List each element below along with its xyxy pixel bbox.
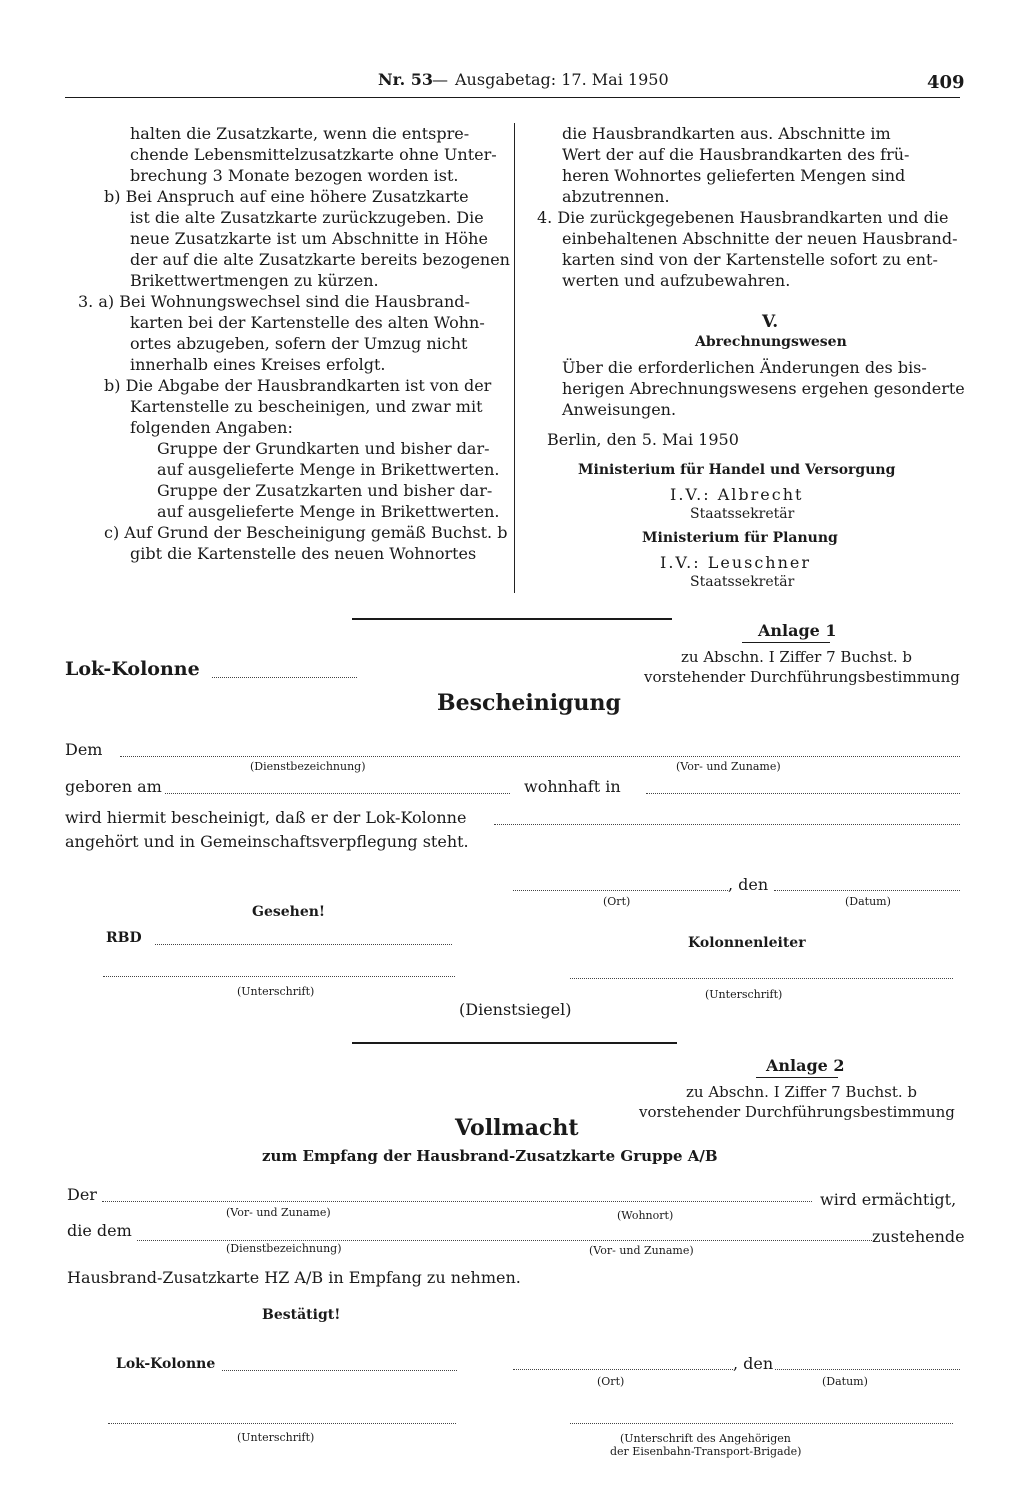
right-line: abzutrennen. bbox=[562, 187, 670, 206]
page-number: 409 bbox=[927, 72, 965, 93]
hint-wohnort: (Wohnort) bbox=[617, 1209, 674, 1222]
hint-datum: (Datum) bbox=[822, 1375, 868, 1388]
section-number: V. bbox=[762, 312, 779, 332]
left-line: brechung 3 Monate bezogen worden ist. bbox=[130, 166, 459, 185]
right-column bbox=[537, 123, 958, 291]
kolonnenleiter-label: Kolonnenleiter bbox=[688, 935, 806, 951]
left-line: gibt die Kartenstelle des neuen Wohnortes bbox=[130, 544, 477, 563]
left-line: der auf die alte Zusatzkarte bereits bezogenen bbox=[130, 250, 510, 269]
rbd-field[interactable] bbox=[155, 944, 452, 945]
signer-leuschner: I.V.: Leuschner bbox=[660, 553, 812, 572]
kolonne-field[interactable] bbox=[494, 824, 960, 825]
left-line: ist die alte Zusatzkarte zurückzugeben. Die bbox=[130, 208, 484, 227]
left-line: Gruppe der Grundkarten und bisher dar- bbox=[157, 439, 490, 458]
right-line: heren Wohnortes gelieferten Mengen sind bbox=[562, 166, 906, 185]
lok-kolonne-field[interactable] bbox=[212, 677, 357, 678]
left-line: b) Die Abgabe der Hausbrandkarten ist von der bbox=[104, 376, 492, 395]
right-line: werten und aufzubewahren. bbox=[562, 271, 791, 290]
left-line: karten bei der Kartenstelle des alten Wohn- bbox=[130, 313, 485, 332]
right-line: einbehaltenen Abschnitte der neuen Hausbrand- bbox=[562, 229, 958, 248]
wohnhaft-field[interactable] bbox=[646, 793, 960, 794]
ministry-trade: Ministerium für Handel und Versorgung bbox=[578, 462, 896, 478]
die-dem-field[interactable] bbox=[137, 1240, 872, 1241]
issue-date: Ausgabetag: 17. Mai 1950 bbox=[455, 70, 669, 89]
anlage-2-label: Anlage 2 bbox=[766, 1056, 845, 1075]
geboren-field[interactable] bbox=[165, 793, 510, 794]
hint-vor-zuname: (Vor- und Zuname) bbox=[589, 1244, 694, 1257]
header-separator: — bbox=[432, 70, 448, 89]
right-line: 4. Die zurückgegebenen Hausbrandkarten und die bbox=[537, 208, 949, 227]
left-line: auf ausgelieferte Menge in Brikettwerten. bbox=[157, 460, 500, 479]
left-line: Kartenstelle zu bescheinigen, und zwar mit bbox=[130, 397, 483, 416]
ort-field[interactable] bbox=[513, 1369, 733, 1370]
signer-role: Staatssekretär bbox=[690, 574, 795, 590]
right-line: Wert der auf die Hausbrandkarten des frü- bbox=[562, 145, 910, 164]
hint-dienstbezeichnung: (Dienstbezeichnung) bbox=[250, 760, 366, 773]
signature-field-right[interactable] bbox=[570, 978, 953, 979]
left-line: chende Lebensmittelzusatzkarte ohne Unter- bbox=[130, 145, 497, 164]
hint-datum: (Datum) bbox=[845, 895, 891, 908]
label-wohnhaft: wohnhaft in bbox=[524, 777, 621, 796]
left-line: folgenden Angaben: bbox=[130, 418, 293, 437]
hint-vor-zuname: (Vor- und Zuname) bbox=[676, 760, 781, 773]
left-line: Gruppe der Zusatzkarten und bisher dar- bbox=[157, 481, 493, 500]
left-line: innerhalb eines Kreises erfolgt. bbox=[130, 355, 386, 374]
hint-unterschrift-angehoerigen: (Unterschrift des Angehörigen bbox=[620, 1432, 791, 1445]
section-title: Abrechnungswesen bbox=[695, 334, 847, 350]
issue-number: Nr. 53 bbox=[378, 70, 433, 89]
bestaetigt-label: Bestätigt! bbox=[262, 1307, 341, 1323]
section-rule bbox=[352, 618, 672, 620]
datum-field[interactable] bbox=[774, 890, 960, 891]
anlage-underline bbox=[742, 642, 830, 643]
left-line: c) Auf Grund der Bescheinigung gemäß Buchst. b bbox=[104, 523, 508, 542]
left-line: Brikettwertmengen zu kürzen. bbox=[130, 271, 379, 290]
left-line: auf ausgelieferte Menge in Brikettwerten. bbox=[157, 502, 500, 521]
rbd-label: RBD bbox=[106, 930, 142, 946]
left-line: 3. a) Bei Wohnungswechsel sind die Hausbrand- bbox=[78, 292, 470, 311]
lok-kolonne-label: Lok-Kolonne bbox=[65, 658, 200, 680]
dem-field[interactable] bbox=[120, 756, 960, 757]
hint-ort: (Ort) bbox=[603, 895, 631, 908]
lok-kolonne-label: Lok-Kolonne bbox=[116, 1356, 216, 1372]
title-vollmacht: Vollmacht bbox=[455, 1115, 579, 1141]
left-line: halten die Zusatzkarte, wenn die entspre- bbox=[130, 124, 470, 143]
ort-field[interactable] bbox=[513, 890, 728, 891]
anlage-ref: vorstehender Durchführungsbestimmung bbox=[644, 668, 960, 686]
gesehen-label: Gesehen! bbox=[252, 904, 326, 920]
label-den: , den bbox=[728, 875, 769, 894]
anlage-ref: zu Abschn. I Ziffer 7 Buchst. b bbox=[681, 648, 913, 666]
hint-unterschrift: (Unterschrift) bbox=[237, 985, 315, 998]
anlage-underline bbox=[756, 1077, 838, 1078]
section-line: herigen Abrechnungswesens ergehen gesonderte bbox=[562, 379, 965, 398]
hint-ort: (Ort) bbox=[597, 1375, 625, 1388]
section-line: Über die erforderlichen Änderungen des bis- bbox=[562, 358, 927, 377]
label-geboren-am: geboren am bbox=[65, 777, 162, 796]
anlage-ref: zu Abschn. I Ziffer 7 Buchst. b bbox=[686, 1083, 918, 1101]
label-dem: Dem bbox=[65, 740, 103, 759]
signature-field-right[interactable] bbox=[570, 1423, 953, 1424]
der-field[interactable] bbox=[102, 1201, 812, 1202]
signer-albrecht: I.V.: Albrecht bbox=[670, 485, 804, 504]
label-wird-ermaechtigt: wird ermächtigt, bbox=[820, 1190, 957, 1209]
signature-field-left[interactable] bbox=[103, 976, 455, 977]
label-der: Der bbox=[67, 1185, 97, 1204]
section-line: Anweisungen. bbox=[562, 400, 677, 419]
hint-vor-zuname: (Vor- und Zuname) bbox=[226, 1206, 331, 1219]
left-line: b) Bei Anspruch auf eine höhere Zusatzkarte bbox=[104, 187, 469, 206]
section-body bbox=[562, 357, 965, 420]
left-column bbox=[78, 123, 510, 564]
vollmacht-line: Hausbrand-Zusatzkarte HZ A/B in Empfang zu nehmen. bbox=[67, 1268, 521, 1287]
hint-dienstbezeichnung: (Dienstbezeichnung) bbox=[226, 1242, 342, 1255]
label-zustehende: zustehende bbox=[872, 1227, 965, 1246]
right-line: karten sind von der Kartenstelle sofort zu ent- bbox=[562, 250, 938, 269]
signature-field-left[interactable] bbox=[108, 1423, 456, 1424]
signer-role: Staatssekretär bbox=[690, 506, 795, 522]
bescheinigung-line-2: angehört und in Gemeinschaftsverpflegung steht. bbox=[65, 832, 469, 851]
anlage-1-label: Anlage 1 bbox=[758, 621, 837, 640]
lok-kolonne-field[interactable] bbox=[222, 1370, 457, 1371]
left-line: ortes abzugeben, sofern der Umzug nicht bbox=[130, 334, 468, 353]
hint-unterschrift-angehoerigen: der Eisenbahn-Transport-Brigade) bbox=[610, 1445, 802, 1458]
place-date: Berlin, den 5. Mai 1950 bbox=[547, 430, 739, 449]
datum-field[interactable] bbox=[775, 1369, 960, 1370]
title-bescheinigung: Bescheinigung bbox=[437, 690, 621, 716]
right-line: die Hausbrandkarten aus. Abschnitte im bbox=[562, 124, 891, 143]
ministry-planning: Ministerium für Planung bbox=[642, 530, 838, 546]
hint-unterschrift: (Unterschrift) bbox=[705, 988, 783, 1001]
bescheinigung-line-1: wird hiermit bescheinigt, daß er der Lok-Kolonne bbox=[65, 808, 467, 827]
header-rule bbox=[65, 97, 960, 98]
label-den: , den bbox=[733, 1354, 774, 1373]
left-line: neue Zusatzkarte ist um Abschnitte in Höhe bbox=[130, 229, 488, 248]
dienstsiegel: (Dienstsiegel) bbox=[459, 1000, 572, 1019]
hint-unterschrift: (Unterschrift) bbox=[237, 1431, 315, 1444]
anlage-ref: vorstehender Durchführungsbestimmung bbox=[639, 1103, 955, 1121]
section-rule bbox=[352, 1042, 677, 1044]
vollmacht-subtitle: zum Empfang der Hausbrand-Zusatzkarte Gruppe A/B bbox=[262, 1147, 718, 1165]
column-divider bbox=[514, 123, 515, 593]
label-die-dem: die dem bbox=[67, 1221, 132, 1240]
